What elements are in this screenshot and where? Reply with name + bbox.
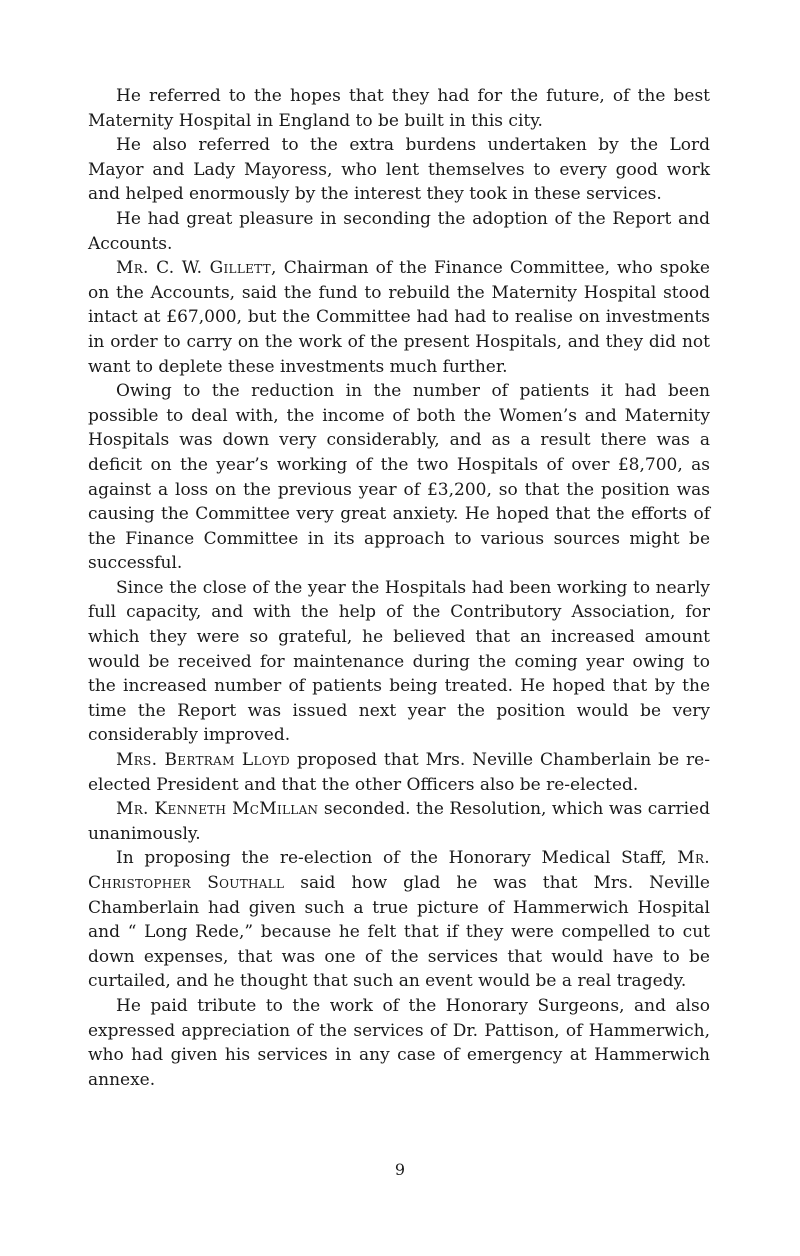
paragraph-5	[88, 379, 710, 576]
paragraph-text: said how glad he was that Mrs. Neville Chamberlain had given such a true picture of Hammerwich Hospital and “ Long Rede,” because he felt that if they were compelled to cut down expenses, that was one of the services that would have to be curtailed, and he thought that such an event would be a real tragedy.	[88, 873, 710, 992]
speaker-name: Mr. Christopher Southall	[88, 848, 710, 893]
paragraph-4	[88, 256, 710, 379]
paragraph-1	[88, 84, 710, 133]
paragraph-9	[88, 846, 710, 994]
paragraph-text: seconded. the Resolution, which was carried unanimously.	[88, 799, 711, 844]
paragraph-text: Owing to the reduction in the number of patients it had been possible to deal with, the income of both the Women’s and Maternity Hospitals was down very considerably, and as a result there was a deficit on the year’s working of the two Hospitals of over £8,700, as against a loss on the previous year of £3,200, so that the position was causing the Committee very great anxiety. He hoped that the efforts of the Finance Committee in its approach to various sources might be successful.	[88, 381, 710, 574]
paragraph-text: proposed that Mrs. Neville Chamberlain be re-elected President and that the other Officers also be re-elected.	[88, 750, 710, 795]
paragraph-10	[88, 994, 710, 1092]
paragraph-text: Since the close of the year the Hospitals had been working to nearly full capacity, and with the help of the Contributory Association, for which they were so grateful, he believed that an increased amount would be received for maintenance during the coming year owing to the increased number of patients being treated. He hoped that by the time the Report was issued next year the position would be very considerably improved.	[88, 577, 710, 746]
paragraph-text: He had great pleasure in seconding the adoption of the Report and Accounts.	[88, 208, 710, 254]
speaker-name: Mr. C. W. Gillett,	[116, 258, 277, 279]
paragraph-3	[88, 207, 710, 256]
paragraph-8	[88, 797, 710, 846]
speaker-name: Mrs. Bertram Lloyd	[116, 750, 291, 771]
paragraph-6	[88, 576, 710, 748]
paragraph-prefix: In proposing the re-election of the Honorary Medical Staff,	[116, 848, 678, 869]
page-number: 9	[394, 1160, 406, 1179]
document-body	[88, 84, 710, 1092]
paragraph-text: Chairman of the Finance Committee, who spoke on the Accounts, said the fund to rebuild the Maternity Hospital stood intact at £67,000, but the Committee had had to realise on investments in order to carry on the work of the present Hospitals, and they did not want to deplete these investments much further.	[88, 258, 710, 377]
paragraph-2	[88, 133, 710, 207]
paragraph-text: He referred to the hopes that they had for the future, of the best Maternity Hospital in England to be built in this city.	[88, 86, 710, 131]
paragraph-text: He paid tribute to the work of the Honorary Surgeons, and also expressed appreciation of the services of Dr. Pattison, of Hammerwich, who had given his services in any case of emergency at Hammerwich annexe.	[88, 995, 710, 1090]
paragraph-text: He also referred to the extra burdens undertaken by the Lord Mayor and Lady Mayoress, who lent themselves to every good work and helped enormously by the interest they took in these services.	[88, 135, 710, 205]
paragraph-7	[88, 748, 710, 797]
speaker-name: Mr. Kenneth McMillan	[116, 799, 319, 820]
